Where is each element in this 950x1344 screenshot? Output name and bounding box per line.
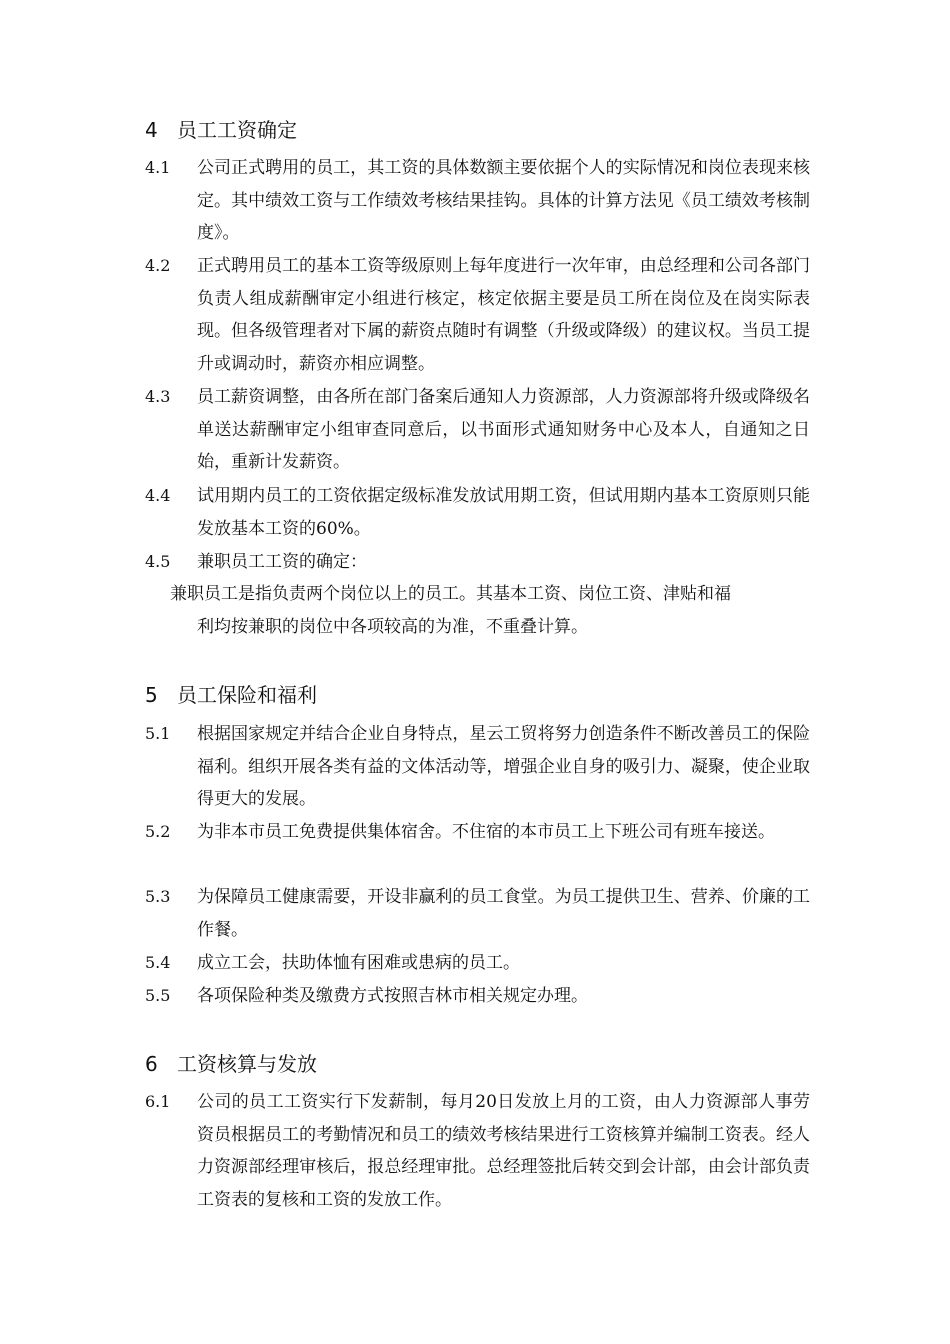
section-title: 员工工资确定 [177,118,297,142]
clause-number: 5.5 [145,986,171,1005]
clause-text: 为非本市员工免费提供集体宿舍。不住宿的本市员工上下班公司有班车接送。 [197,822,775,842]
clause-number: 4.2 [145,256,171,275]
clause-text: 试用期内员工的工资依据定级标准发放试用期工资，但试用期内基本工资原则只能发放基本工资的60%。 [197,486,810,539]
section-number: 5 [145,683,158,707]
clause-text: 公司正式聘用的员工，其工资的具体数额主要依据个人的实际情况和岗位表现来核定。其中绩效工资与工作绩效考核结果挂钩。具体的计算方法见《员工绩效考核制度》。 [197,158,810,243]
clause-text: 员工薪资调整，由各所在部门备案后通知人力资源部，人力资源部将升级或降级名单送达薪酬审定小组审查同意后，以书面形式通知财务中心及本人，自通知之日始，重新计发薪资。 [197,387,810,472]
clause-text: 公司的员工工资实行下发薪制，每月20日发放上月的工资，由人力资源部人事劳资员根据员工的考勤情况和员工的绩效考核结果进行工资核算并编制工资表。经人力资源部经理审核后，报总经理审批。总经理签批后转交到会计部，由会计部负责工资表的复核和工资的发放工作。 [197,1092,810,1210]
clause-number: 5.3 [145,887,171,906]
clause-number: 6.1 [145,1092,171,1111]
clause-text: 根据国家规定并结合企业自身特点，星云工贸将努力创造条件不断改善员工的保险福利。组织开展各类有益的文体活动等，增强企业自身的吸引力、凝聚，使企业取得更大的发展。 [197,724,810,809]
note-line-2: 利均按兼职的岗位中各项较高的为准，不重叠计算。 [197,616,588,637]
note-line-1: 兼职员工是指负责两个岗位以上的员工。其基本工资、岗位工资、津贴和福 [170,584,731,604]
section-5-heading [145,677,317,713]
clause-text: 兼职员工工资的确定： [197,552,367,572]
clause-number: 5.4 [145,953,171,972]
section-number: 4 [145,118,158,142]
clause-number: 5.1 [145,724,171,743]
clause-text: 为保障员工健康需要，开设非赢利的员工食堂。为员工提供卫生、营养、价廉的工作餐。 [197,887,810,940]
clause-number: 5.2 [145,822,171,841]
clause-text: 正式聘用员工的基本工资等级原则上每年度进行一次年审，由总经理和公司各部门负责人组成薪酬审定小组进行核定，核定依据主要是员工所在岗位及在岗实际表现。但各级管理者对下属的薪资点随时有调整（升级或降级）的建议权。当员工提升或调动时，薪资亦相应调整。 [197,256,810,374]
clause-text: 各项保险种类及缴费方式按照吉林市相关规定办理。 [197,986,588,1006]
section-4-heading [145,112,297,148]
clause-number: 4.1 [145,158,171,177]
part-time-note [170,578,810,643]
section-title: 员工保险和福利 [177,683,317,707]
clause-text: 成立工会，扶助体恤有困难或患病的员工。 [197,953,520,973]
clause-number: 4.4 [145,486,171,505]
section-title: 工资核算与发放 [177,1052,317,1076]
section-6-heading [145,1046,317,1082]
clause-number: 4.5 [145,552,171,571]
section-number: 6 [145,1052,158,1076]
clause-number: 4.3 [145,387,171,406]
